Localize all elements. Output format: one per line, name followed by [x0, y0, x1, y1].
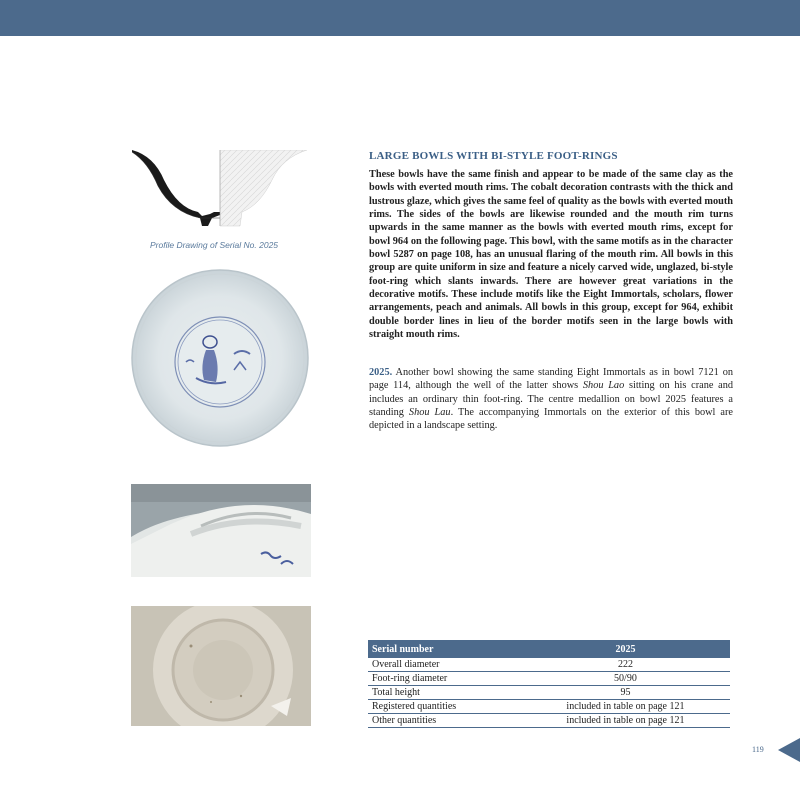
specification-table — [368, 640, 730, 728]
table-row — [368, 672, 730, 686]
serial-reference: 2025. — [369, 367, 393, 378]
row-label: Registered quantities — [368, 700, 521, 714]
table-row — [368, 714, 730, 728]
row-value: included in table on page 121 — [521, 714, 730, 728]
foot-ring-side-photo — [131, 484, 311, 577]
unglazed-base-view-icon — [131, 606, 311, 726]
profile-caption: Profile Drawing of Serial No. 2025 — [150, 240, 279, 250]
section-heading: LARGE BOWLS WITH BI-STYLE FOOT-RINGS — [369, 150, 618, 162]
row-value: 50/90 — [521, 672, 730, 686]
row-label: Total height — [368, 686, 521, 700]
unglazed-base-photo — [131, 606, 311, 726]
intro-paragraph: These bowls have the same finish and appear to be made of the same clay as the bowls with everted mouth rims. The cobalt decoration contrasts with the thick and lustrous glaze, which gives the same feel of quality as the bowls with everted mouth rims. The sides of the bowls are likewise rounded and the mouth rim turns upwards in the same manner as the bowls with everted mouth rims, except for bowl 964 on the following page. This bowl, with the same motifs as in the character bowl 5287 on page 108, has an unusual flaring of the mouth rim. All bowls in this group are quite uniform in size and feature a nicely carved wide, unglazed, bi-style foot-ring which slants inwards. There are however great variations in the decorative motifs. These include motifs like the Eight Immortals, scholars, flower arrangements, peach and animals. All bowls in this group, except for 964, exhibit double border lines in lieu of the border motifs seen in the large bowls with straight mouth rims. — [369, 169, 733, 341]
foot-ring-side-view-icon — [131, 484, 311, 577]
entry-italic-2: Shou Lau — [408, 406, 451, 418]
row-label: Foot-ring diameter — [368, 672, 521, 686]
entry-text-3: . The accompanying Immortals on the exterior of this bowl are depicted in a landscape setting. — [369, 406, 734, 432]
page-number: 119 — [752, 745, 764, 754]
table-row — [368, 658, 730, 672]
top-banner — [0, 0, 800, 36]
serial-2025-paragraph — [369, 366, 733, 432]
row-label: Other quantities — [368, 714, 521, 728]
header-value: 2025 — [521, 640, 730, 658]
row-value: included in table on page 121 — [521, 700, 730, 714]
page-tab-icon — [778, 738, 800, 762]
row-value: 95 — [521, 686, 730, 700]
entry-text-1: Another bowl showing the same standing Eight Immortals as in bowl 7121 on page 114, although the well of the latter shows — [369, 367, 733, 392]
row-label: Overall diameter — [368, 658, 521, 672]
entry-text-2: sitting on his crane and includes an ordinary thin foot-ring. The centre medallion on bowl 2025 features a standing — [369, 380, 734, 418]
bowl-profile-drawing-icon — [132, 150, 307, 232]
row-value: 222 — [521, 658, 730, 672]
entry-italic-1: Shou Lao — [582, 380, 625, 392]
bowl-interior-photo-icon — [130, 258, 310, 458]
header-label: Serial number — [368, 640, 521, 658]
table-header-row — [368, 640, 730, 658]
table-row — [368, 700, 730, 714]
table-row — [368, 686, 730, 700]
